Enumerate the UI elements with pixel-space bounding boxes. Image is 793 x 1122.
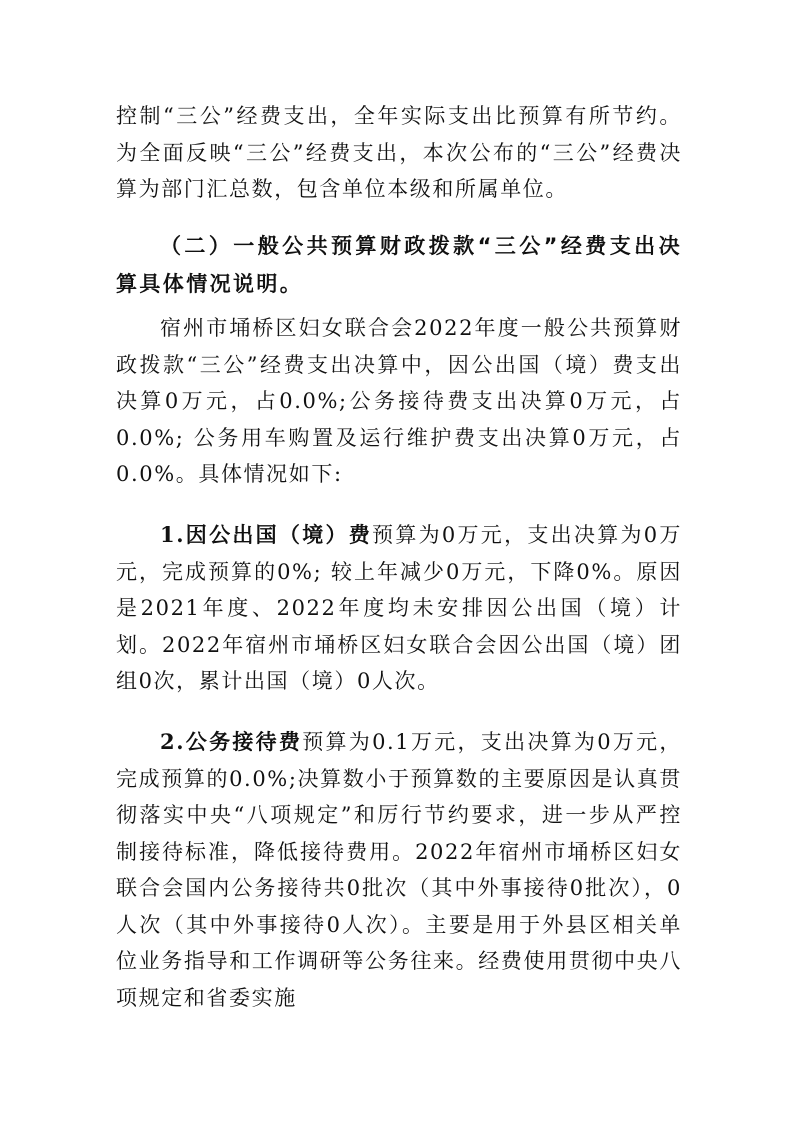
paragraph-official-reception — [116, 724, 682, 1016]
paragraph-overseas-travel — [116, 517, 682, 700]
overseas-travel-label: 1.因公出国（境）费 — [160, 522, 373, 547]
official-reception-body: 预算为0.1万元，支出决算为0万元，完成预算的0.0%;决算数小于预算数的主要原因是认真贯彻落实中央“八项规定”和厉行节约要求，进一步从严控制接待标准，降低接待费用。2022年宿州市埇桥区妇女联合会国内公务接待共0批次（其中外事接待0批次），0人次（其中外事接待0人次）。主要是用于外县区相关单位业务指导和工作调研等公务往来。经费使用贯彻中央八项规定和省委实施 — [116, 730, 682, 1010]
paragraph-expense-summary: 宿州市埇桥区妇女联合会2022年度一般公共预算财政拨款“三公”经费支出决算中，因公出国（境）费支出决算0万元，占0.0%;公务接待费支出决算0万元，占0.0%; 公务用车购置及运行维护费支出决算0万元，占0.0%。具体情况如下: — [116, 316, 682, 486]
official-reception-label: 2.公务接待费 — [160, 729, 303, 754]
paragraph-public-expense-intro: 控制“三公”经费支出，全年实际支出比预算有所节约。为全面反映“三公”经费支出，本次公布的“三公”经费决算为部门汇总数，包含单位本级和所属单位。 — [116, 104, 682, 201]
overseas-travel-body: 预算为0万元，支出决算为0万元，完成预算的0%; 较上年减少0万元，下降0%。原因是2021年度、2022年度均未安排因公出国（境）计划。2022年宿州市埇桥区妇女联合会因公出国（境）团组0次，累计出国（境）0人次。 — [116, 523, 682, 693]
section-heading: （二）一般公共预算财政拨款“三公”经费支出决算具体情况说明。 — [116, 234, 682, 296]
